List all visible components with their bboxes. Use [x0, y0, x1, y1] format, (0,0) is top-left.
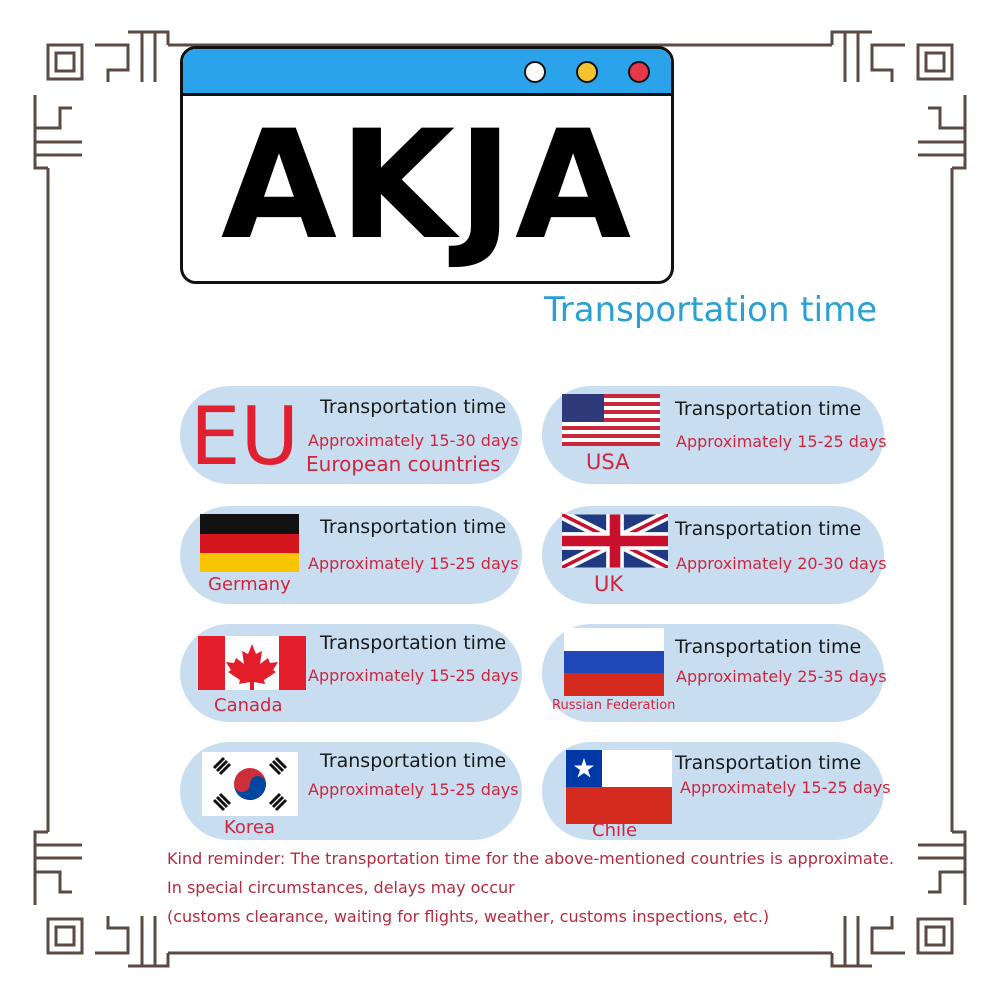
- card-russia: [542, 624, 887, 722]
- card-heading: Transportation time: [320, 396, 507, 418]
- card-heading: Transportation time: [675, 636, 862, 658]
- card-days: Approximately 15-25 days: [308, 554, 519, 573]
- card-canada: [180, 624, 522, 722]
- card-days: Approximately 20-30 days: [676, 554, 887, 573]
- card-country: Germany: [208, 574, 291, 595]
- reminder-line-1: Kind reminder: The transportation time for the above-mentioned countries is approximate.: [167, 849, 894, 868]
- usa-flag-icon: [562, 394, 660, 446]
- chile-flag-icon: [566, 750, 672, 824]
- card-korea: [180, 742, 522, 840]
- card-days: Approximately 25-35 days: [676, 667, 887, 686]
- red-dot-icon: [628, 61, 650, 83]
- eu-mark: EU: [190, 390, 300, 483]
- card-chile: [542, 742, 891, 841]
- germany-flag-icon: [200, 514, 299, 572]
- card-days: Approximately 15-25 days: [308, 780, 519, 799]
- card-country: UK: [594, 572, 624, 596]
- white-dot-icon: [524, 61, 546, 83]
- card-heading: Transportation time: [675, 752, 862, 774]
- canada-flag-icon: [198, 636, 306, 690]
- card-heading: Transportation time: [320, 632, 507, 654]
- card-usa: [542, 386, 887, 484]
- card-germany: [180, 506, 522, 604]
- page-title: Transportation time: [544, 290, 878, 330]
- card-country: Russian Federation: [552, 698, 676, 713]
- window-title-bar: [183, 49, 671, 96]
- card-country: Canada: [214, 695, 283, 716]
- uk-flag-icon: [562, 514, 668, 568]
- card-days: Approximately 15-25 days: [680, 778, 891, 797]
- russia-flag-icon: [564, 628, 664, 696]
- brand-logo-text: AKJA: [220, 99, 634, 273]
- card-country: Chile: [592, 820, 638, 841]
- card-heading: Transportation time: [320, 750, 507, 772]
- card-country: European countries: [306, 452, 501, 476]
- korea-flag-icon: [202, 752, 298, 816]
- reminder-line-3: (customs clearance, waiting for flights, weather, customs inspections, etc.): [167, 907, 770, 926]
- card-heading: Transportation time: [675, 398, 862, 420]
- card-country: USA: [586, 450, 630, 474]
- card-days: Approximately 15-30 days: [308, 431, 519, 450]
- card-days: Approximately 15-25 days: [308, 666, 519, 685]
- card-heading: Transportation time: [320, 516, 507, 538]
- reminder-line-2: In special circumstances, delays may occur: [167, 878, 515, 897]
- card-uk: [542, 506, 887, 604]
- card-eu: [180, 386, 522, 484]
- card-country: Korea: [224, 817, 276, 838]
- card-heading: Transportation time: [675, 518, 862, 540]
- brand-window: [180, 46, 674, 284]
- card-days: Approximately 15-25 days: [676, 432, 887, 451]
- yellow-dot-icon: [576, 61, 598, 83]
